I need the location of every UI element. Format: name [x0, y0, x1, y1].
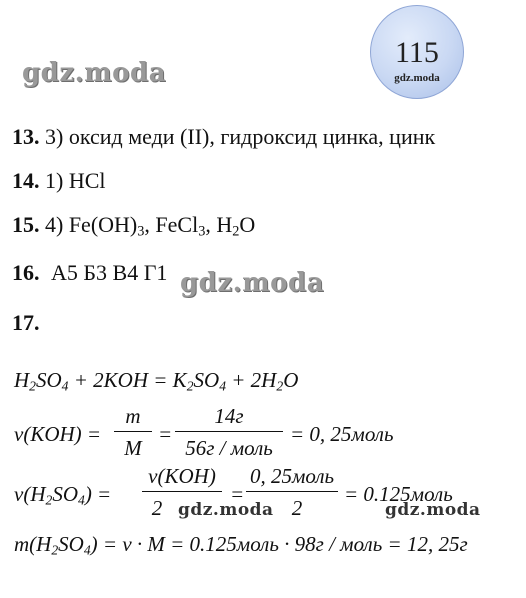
answer-17	[12, 310, 40, 336]
watermark-mid: gdz.moda	[180, 268, 325, 298]
answer-14	[12, 168, 106, 194]
reaction-equation: $H_2SO_4 + 2KOH = K_2SO_4 + 2H_2O$	[14, 368, 299, 394]
answer-number: 15.	[12, 212, 40, 237]
fraction-bar	[114, 431, 152, 432]
badge-watermark: gdz.moda	[394, 72, 440, 84]
watermark-bottom-right: gdz.moda	[385, 500, 481, 520]
fraction-numerator: 0, 25моль	[249, 464, 335, 488]
fraction-bar	[142, 491, 222, 492]
fraction-numerator: 14г	[214, 404, 244, 428]
watermark-top: gdz.moda	[22, 58, 167, 88]
answer-number: 13.	[12, 124, 40, 149]
answer-number: 16.	[12, 260, 40, 285]
answer-text: 3) оксид меди (II), гидроксид цинка, цинк	[45, 124, 436, 149]
equals-sign: =	[230, 482, 245, 506]
fraction-denominator: M	[124, 436, 142, 460]
answer-text: 4) $Fe(OH)_3$, FeCl$_3$, $H_2O$	[45, 212, 256, 240]
answer-text: 1) HCl	[45, 168, 106, 193]
nu-h2so4-lhs: $\nu(H_2SO_4)$ =	[14, 482, 112, 508]
answer-13	[12, 124, 435, 150]
fraction-denominator: 56г / моль	[185, 436, 273, 460]
fraction-denominator: 2	[291, 496, 303, 520]
fraction-bar	[246, 491, 338, 492]
fraction-denominator: 2	[151, 496, 163, 520]
equals-sign: =	[158, 422, 173, 446]
answer-16	[12, 260, 167, 286]
watermark-bottom-left: gdz.moda	[178, 500, 274, 520]
answer-number: 14.	[12, 168, 40, 193]
page-number: 115	[395, 36, 439, 69]
fraction-numerator: ν(KOH)	[148, 464, 216, 488]
fraction-bar	[175, 431, 283, 432]
answer-number: 17.	[12, 310, 40, 335]
page-number-badge	[370, 5, 464, 99]
fraction-numerator: m	[125, 404, 141, 428]
nu-koh-result: = 0, 25моль	[290, 422, 394, 446]
mass-h2so4-equation: $m(H_2SO_4) = \nu \cdot M$ = 0.125моль · 98г / моль = 12, 25г	[14, 532, 468, 558]
answer-text: А5 Б3 В4 Г1	[51, 260, 168, 285]
answer-15	[12, 212, 255, 241]
nu-h2so4-result: = 0.125моль	[344, 482, 453, 506]
nu-koh-lhs: ν(KOH) =	[14, 422, 102, 446]
